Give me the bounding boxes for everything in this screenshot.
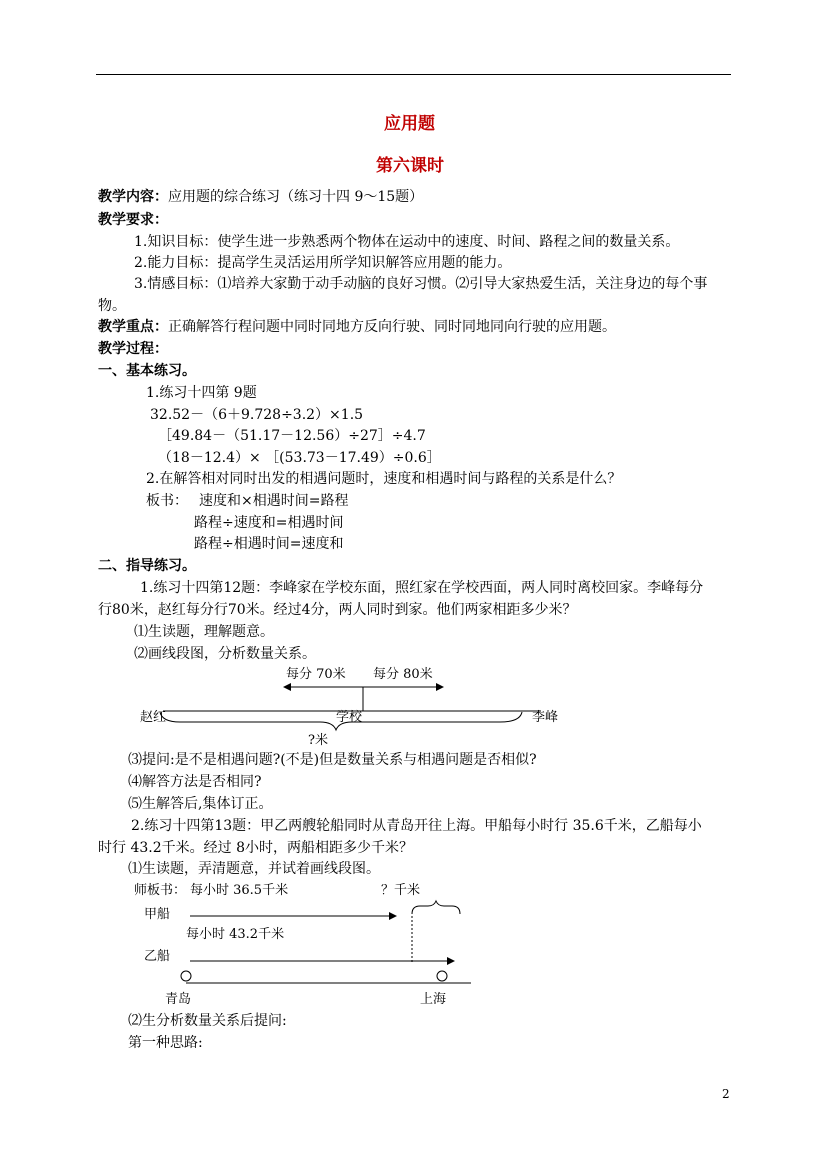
label-ship-a: 甲船 (144, 907, 171, 922)
page-number: 2 (722, 1087, 730, 1101)
section2-heading: 二、指导练习。 (98, 558, 196, 574)
problem-13-line2: 时行 43.2千米。经过 8小时，两船相距多少千米？ (98, 840, 413, 856)
problem-12-step5: ⑸生解答后,集体订正。 (128, 796, 273, 812)
problem-12-line2: 行80米，赵红每分行70米。经过4分，两人同时到家。他们两家相距多少米？ (98, 602, 577, 618)
first-approach: 第一种思路: (128, 1035, 203, 1051)
section1-heading: 一、基本练习。 (98, 363, 196, 379)
speed-zhaohong: 每分 70米 (286, 667, 346, 682)
problem-13-line1: 2.练习十四第13题：甲乙两艘轮船同时从青岛开往上海。甲船每小时行 35.6千米，乙船每小 (131, 818, 702, 834)
problem-12-step3: ⑶提问:是不是相遇问题?(不是)但是数量关系与相遇问题是否相似? (128, 752, 537, 768)
page-subtitle: 第六课时 (376, 156, 444, 176)
label-unknown-km: ？千米 (381, 883, 421, 898)
label-zhaohong: 赵红 (140, 710, 167, 725)
label-unknown-distance: ?米 (308, 733, 328, 748)
problem-12-step1: ⑴生读题，理解题意。 (134, 624, 274, 640)
label-shanghai: 上海 (420, 992, 447, 1007)
teaching-content-label: 教学内容： (98, 189, 168, 205)
label-qingdao: 青岛 (165, 992, 192, 1007)
requirement-emotion-line1: 3.情感目标：⑴培养大家勤于动手动脑的良好习惯。⑵引导大家热爱生活，关注身边的每个事 (134, 276, 708, 292)
problem-12-step4: ⑷解答方法是否相同? (128, 774, 262, 790)
board-formula-3: 路程÷相遇时间=速度和 (194, 536, 344, 552)
problem-12-line1: 1.练习十四第12题：李峰家在学校东面，照红家在学校西面，两人同时离校回家。李峰每分 (140, 580, 704, 596)
label-ship-b: 乙船 (144, 949, 171, 964)
line-segment-diagram-2 (134, 882, 471, 1007)
board-formula-2: 路程÷速度和=相遇时间 (194, 515, 344, 531)
page-title: 应用题 (384, 114, 435, 134)
problem-12-step2: ⑵画线段图，分析数量关系。 (134, 646, 316, 662)
label-lifeng: 李峰 (532, 710, 559, 725)
board-formula-1: 速度和×相遇时间=路程 (199, 493, 349, 509)
requirement-ability: 2.能力目标：提高学生灵活运用所学知识解答应用题的能力。 (134, 255, 512, 271)
process-label: 教学过程： (98, 341, 168, 357)
question-2: 2.在解答相对同时出发的相遇问题时，速度和相遇时间与路程的关系是什么？ (146, 471, 622, 487)
exercise-9-label: 1.练习十四第 9题 (146, 385, 257, 401)
speed-lifeng: 每分 80米 (373, 667, 433, 682)
problem-13-step2: ⑵生分析数量关系后提问: (128, 1013, 287, 1029)
expression-3: （18－12.4）× ［(53.73－17.49）÷0.6］ (158, 450, 441, 466)
key-point-label: 教学重点： (98, 319, 168, 335)
speed-ship-a: 每小时 36.5千米 (190, 883, 289, 898)
teaching-content-text: 应用题的综合练习（练习十四 9～15题） (168, 189, 424, 205)
requirement-emotion-line2: 物。 (98, 298, 126, 314)
label-school: 学校 (336, 710, 363, 725)
board-label: 板书： (146, 493, 188, 509)
qingdao-point (181, 971, 191, 981)
expression-1: 32.52－（6＋9.728÷3.2）×1.5 (150, 407, 364, 423)
requirement-knowledge: 1.知识目标：使学生进一步熟悉两个物体在运动中的速度、时间、路程之间的数量关系。 (134, 234, 680, 250)
teacher-board-label: 师板书： (134, 883, 187, 898)
shanghai-point (437, 971, 447, 981)
expression-2: ［49.84－（51.17－12.56）÷27］÷4.7 (158, 428, 426, 444)
key-point-text: 正确解答行程问题中同时同地方反向行驶、同时同地同向行驶的应用题。 (168, 319, 616, 335)
requirements-label: 教学要求： (98, 212, 168, 228)
problem-13-step1: ⑴生读题，弄清题意，并试着画线段图。 (128, 861, 380, 877)
gap-brace (412, 901, 460, 914)
speed-ship-b: 每小时 43.2千米 (186, 927, 285, 942)
